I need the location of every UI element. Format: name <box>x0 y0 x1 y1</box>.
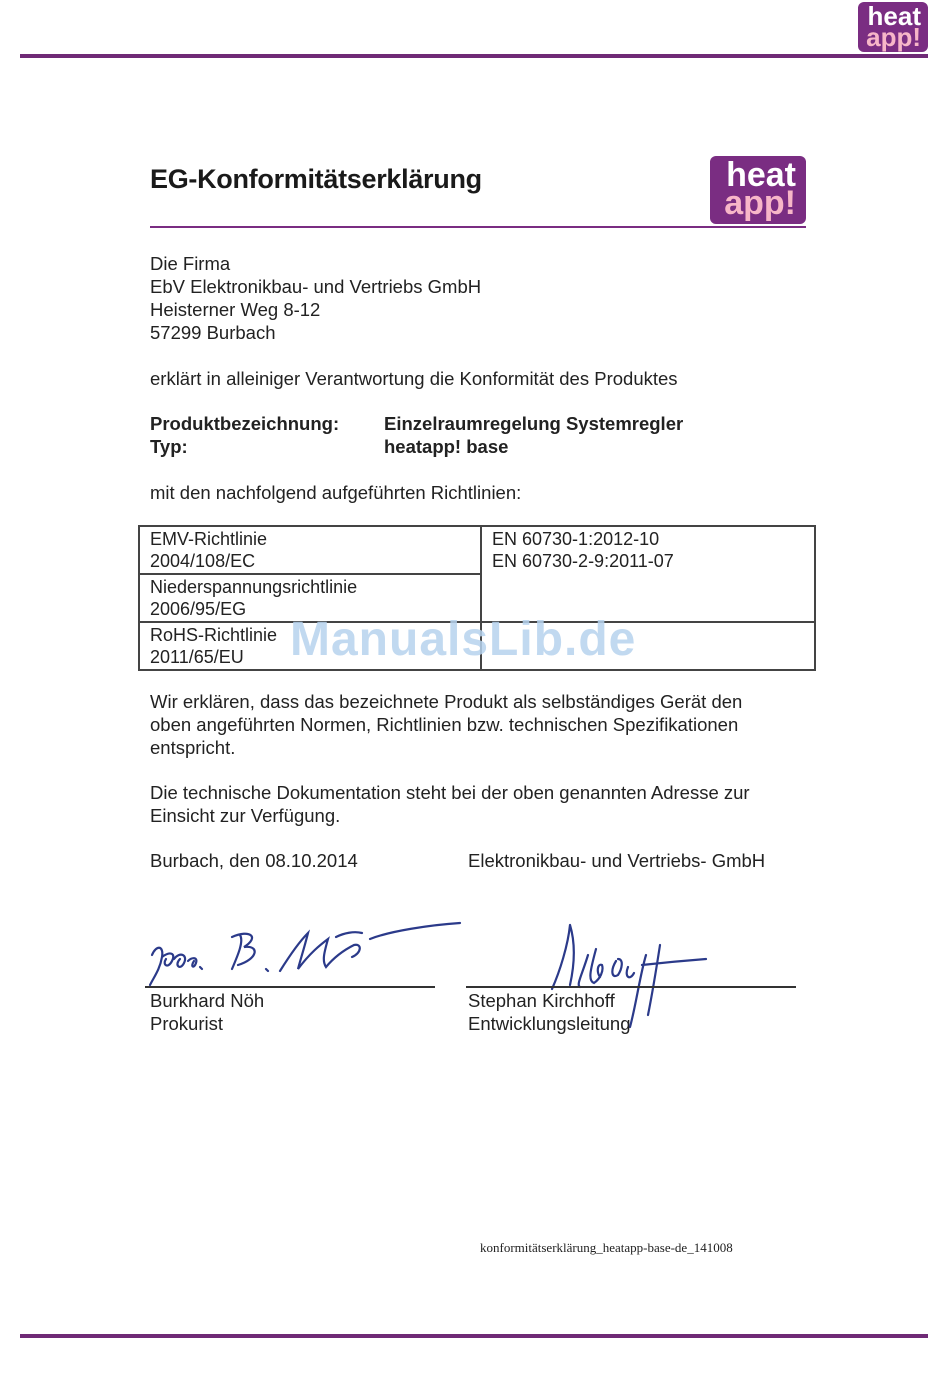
standard-item: EN 60730-1:2012-10 <box>492 529 660 549</box>
directive-name: RoHS-Richtlinie <box>150 625 278 645</box>
address-line: Die Firma <box>150 253 231 274</box>
signature-line-1 <box>145 986 435 988</box>
header-rule <box>20 54 928 58</box>
company-name: Elektronikbau- und Vertriebs- GmbH <box>468 850 766 871</box>
signatory-1-role: Prokurist <box>150 1013 223 1034</box>
statement-line: entspricht. <box>150 737 236 758</box>
watermark: ManualsLib.de <box>290 613 637 666</box>
statement-line: Wir erklären, dass das bezeichnete Produkt als selbständiges Gerät den <box>150 691 743 712</box>
logo-line1: heat <box>867 1 921 31</box>
logo-line2: app! <box>866 22 921 53</box>
title-rule <box>150 226 806 228</box>
directive-name: EMV-Richtlinie <box>150 529 268 549</box>
address-line: EbV Elektronikbau- und Vertriebs GmbH <box>150 276 482 297</box>
directive-code: 2004/108/EC <box>150 551 256 571</box>
product-value: Einzelraumregelung Systemregler <box>384 413 684 434</box>
directive-name: Niederspannungsrichtlinie <box>150 577 358 597</box>
directives-intro: mit den nachfolgend aufgeführten Richtlinien: <box>150 482 522 503</box>
file-code: konformitätserklärung_heatapp-base-de_141008 <box>480 1240 733 1255</box>
address-line: Heisterner Weg 8-12 <box>150 299 321 320</box>
table-row <box>139 526 815 574</box>
standard-item: EN 60730-2-9:2011-07 <box>492 551 674 571</box>
documentation-line: Die technische Dokumentation steht bei der oben genannten Adresse zur <box>150 782 750 803</box>
type-label: Typ: <box>150 436 188 457</box>
directive-cell <box>139 526 481 574</box>
signatory-2-name: Stephan Kirchhoff <box>468 990 615 1011</box>
place-date: Burbach, den 08.10.2014 <box>150 850 358 871</box>
heatapp-header-logo <box>858 2 928 52</box>
statement-line: oben angeführten Normen, Richtlinien bzw. technischen Spezifikationen <box>150 714 739 735</box>
doc-logo-line1: heat <box>726 156 796 194</box>
heatapp-document-logo <box>710 156 806 224</box>
product-label: Produktbezeichnung: <box>150 413 340 434</box>
directive-code: 2011/65/EU <box>150 647 244 667</box>
intro-text: erklärt in alleiniger Verantwortung die Konformität des Produktes <box>150 368 678 389</box>
type-value: heatapp! base <box>384 436 509 457</box>
footer-rule <box>20 1334 928 1338</box>
signatory-1-name: Burkhard Nöh <box>150 990 265 1011</box>
documentation-line: Einsicht zur Verfügung. <box>150 805 341 826</box>
address-line: 57299 Burbach <box>150 322 276 343</box>
signature-line-2 <box>466 986 796 988</box>
directive-code: 2006/95/EG <box>150 599 247 619</box>
document-title: EG-Konformitätserklärung <box>150 164 482 194</box>
doc-logo-line2: app! <box>724 183 796 222</box>
standards-cell <box>481 526 815 622</box>
signature-1-graphic <box>140 915 470 995</box>
signatory-2-role: Entwicklungsleitung <box>468 1013 631 1034</box>
